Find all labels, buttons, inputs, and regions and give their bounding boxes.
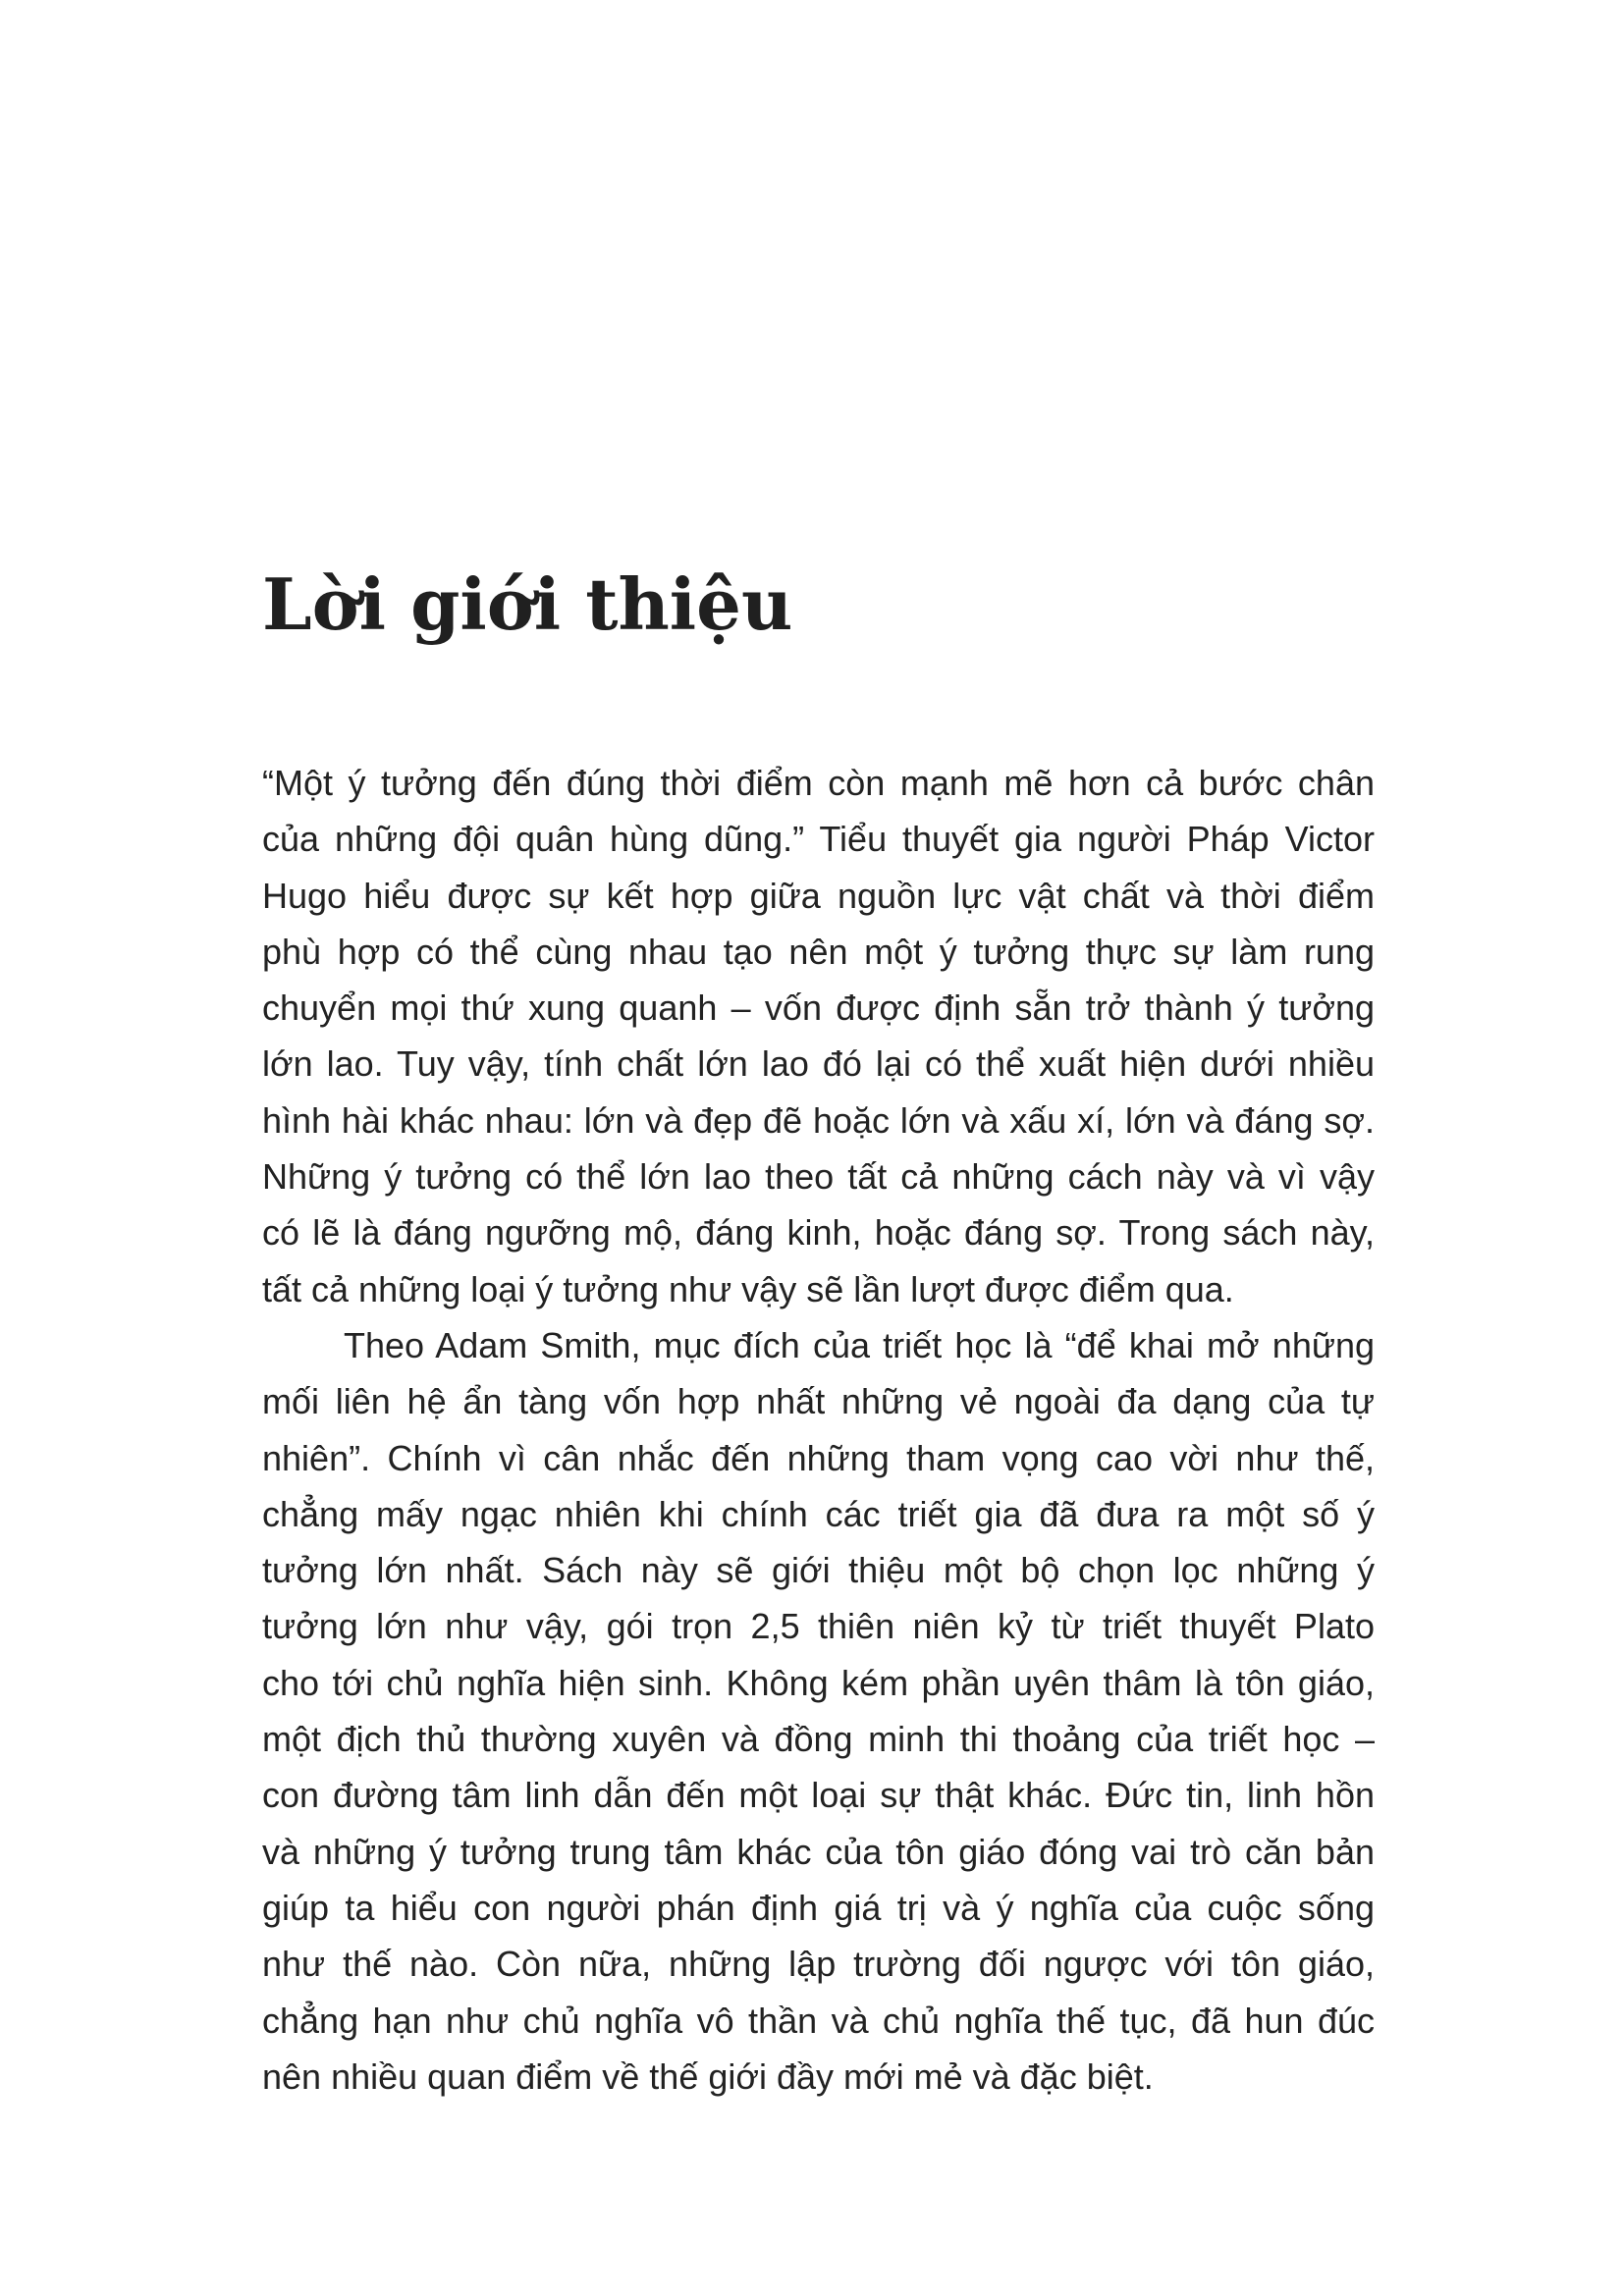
text-line: chẳng mấy ngạc nhiên khi chính các triết gia đã đưa ra một số ý: [262, 1493, 1375, 1534]
text-line: Hugo hiểu được sự kết hợp giữa nguồn lực vật chất và thời điểm: [262, 875, 1375, 916]
text-line: một địch thủ thường xuyên và đồng minh thi thoảng của triết học –: [262, 1719, 1375, 1760]
body-text: [262, 755, 1375, 2105]
text-line: chẳng hạn như chủ nghĩa vô thần và chủ nghĩa thế tục, đã hun đúc: [262, 2000, 1375, 2041]
text-line: nên nhiều quan điểm về thế giới đầy mới mẻ và đặc biệt.: [262, 2056, 1154, 2097]
text-line: “Một ý tưởng đến đúng thời điểm còn mạnh mẽ hơn cả bước chân: [262, 763, 1375, 803]
text-line: lớn lao. Tuy vậy, tính chất lớn lao đó lại có thể xuất hiện dưới nhiều: [262, 1043, 1375, 1085]
text-line: mối liên hệ ẩn tàng vốn hợp nhất những vẻ ngoài đa dạng của tự: [262, 1381, 1375, 1422]
paragraph-1: [262, 755, 1375, 1317]
text-line: tưởng lớn như vậy, gói trọn 2,5 thiên niên kỷ từ triết thuyết Plato: [262, 1606, 1375, 1647]
chapter-title: Lời giới thiệu: [262, 562, 793, 646]
text-line: phù hợp có thể cùng nhau tạo nên một ý tưởng thực sự làm rung: [262, 931, 1375, 972]
text-line: có lẽ là đáng ngưỡng mộ, đáng kinh, hoặc đáng sợ. Trong sách này,: [262, 1212, 1375, 1254]
text-line: con đường tâm linh dẫn đến một loại sự thật khác. Đức tin, linh hồn: [262, 1775, 1375, 1816]
text-line: giúp ta hiểu con người phán định giá trị và ý nghĩa của cuộc sống: [262, 1887, 1375, 1928]
text-line: của những đội quân hùng dũng.” Tiểu thuyết gia người Pháp Victor: [262, 819, 1375, 860]
text-line: cho tới chủ nghĩa hiện sinh. Không kém phần uyên thâm là tôn giáo,: [262, 1662, 1375, 1703]
text-line: tất cả những loại ý tưởng như vậy sẽ lần lượt được điểm qua.: [262, 1268, 1234, 1309]
text-line: Những ý tưởng có thể lớn lao theo tất cả những cách này và vì vậy: [262, 1156, 1375, 1198]
paragraph-2: [262, 1317, 1375, 2105]
text-line: Theo Adam Smith, mục đích của triết học là “để khai mở những: [344, 1324, 1375, 1365]
text-line: nhiên”. Chính vì cân nhắc đến những tham vọng cao vời như thế,: [262, 1437, 1375, 1478]
text-line: chuyển mọi thứ xung quanh – vốn được định sẵn trở thành ý tưởng: [262, 988, 1375, 1029]
text-line: hình hài khác nhau: lớn và đẹp đẽ hoặc lớn và xấu xí, lớn và đáng sợ.: [262, 1099, 1375, 1141]
text-line: và những ý tưởng trung tâm khác của tôn giáo đóng vai trò căn bản: [262, 1831, 1375, 1872]
text-line: tưởng lớn nhất. Sách này sẽ giới thiệu một bộ chọn lọc những ý: [262, 1550, 1375, 1591]
text-line: như thế nào. Còn nữa, những lập trường đối ngược với tôn giáo,: [262, 1944, 1375, 1985]
